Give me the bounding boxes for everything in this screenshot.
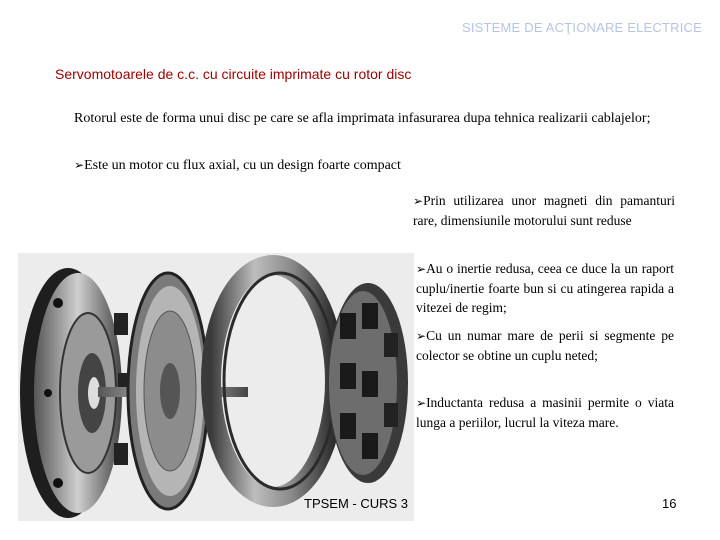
bullet-inductance — [416, 393, 674, 432]
slide-title: Servomotoarele de c.c. cu circuite imprimate cu rotor disc — [55, 66, 412, 82]
bullet-text: Au o inertie redusa, ceea ce duce la un raport cuplu/inertie foarte bun si cu atingerea rapida a vitezei de regim; — [416, 261, 674, 315]
disc-motor-photo — [18, 253, 414, 521]
disc-motor-exploded-icon — [18, 253, 414, 521]
footer-course: TPSEM - CURS 3 — [304, 496, 409, 511]
bullet-magnets — [413, 191, 675, 230]
bullet-text: Prin utilizarea unor magneti din pamanturi rare, dimensiunile motorului sunt reduse — [413, 193, 675, 228]
arrow-bullet-icon: ➢ — [74, 158, 85, 172]
paragraph-rotor: Rotorul este de forma unui disc pe care se afla imprimata infasurarea dupa tehnica realizarii cablajelor; — [74, 111, 651, 126]
bullet-text: Inductanta redusa a masinii permite o viata lunga a periilor, lucrul la viteza mare. — [416, 395, 674, 430]
arrow-bullet-icon: ➢ — [416, 262, 427, 276]
bullet-text: Cu un numar mare de perii si segmente pe colector se obtine un cuplu neted; — [416, 328, 674, 363]
bullet-inertia — [416, 259, 674, 317]
slide-header: SISTEME DE ACŢIONARE ELECTRICE — [461, 20, 702, 35]
paragraph-axial-flux-text: Este un motor cu flux axial, cu un design foarte compact — [84, 158, 401, 173]
page-number: 16 — [662, 496, 677, 511]
arrow-bullet-icon: ➢ — [413, 194, 424, 208]
arrow-bullet-icon: ➢ — [416, 396, 427, 410]
bullet-brushes — [416, 326, 674, 365]
paragraph-axial-flux — [74, 156, 674, 175]
arrow-bullet-icon: ➢ — [416, 329, 427, 343]
